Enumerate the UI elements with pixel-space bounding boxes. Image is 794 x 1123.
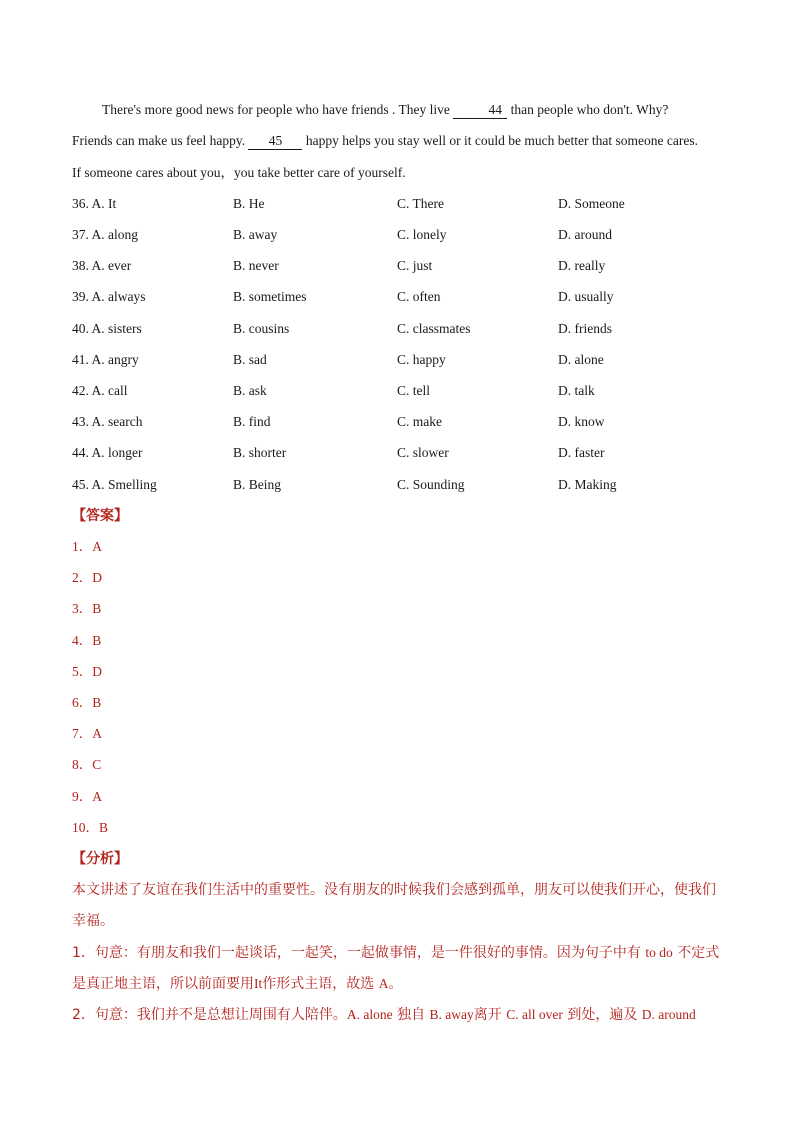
analysis-text: C. all over (506, 1007, 563, 1022)
option-a: 39. A. always (72, 289, 146, 304)
question-row (72, 443, 732, 463)
option-d: D. friends (558, 321, 612, 336)
passage-line-1 (72, 100, 732, 120)
option-b: B. cousins (233, 321, 290, 336)
option-a: 45. A. Smelling (72, 477, 157, 492)
option-d: D. alone (558, 352, 604, 367)
analysis-summary-line: 本文讲述了友谊在我们生活中的重要性。没有朋友的时候我们会感到孤单，朋友可以使我们开心，使我们 (72, 882, 716, 898)
option-a: 42. A. call (72, 383, 128, 398)
analysis-text: It (254, 976, 263, 991)
option-b: B. sometimes (233, 289, 307, 304)
option-c: C. slower (397, 445, 449, 460)
option-b: B. find (233, 414, 271, 429)
analysis-text: 1．句意：有朋友和我们一起谈话，一起笑，一起做事情，是一件很好的事情。因为句子中有 (72, 945, 641, 961)
option-d: D. really (558, 258, 606, 273)
analysis-item-1-line (72, 942, 732, 964)
option-b: B. He (233, 196, 265, 211)
analysis-text: 作形式主语，故选 (262, 976, 375, 992)
analysis-text: A. alone (346, 1007, 393, 1022)
option-d: D. around (558, 227, 612, 242)
option-c: C. classmates (397, 321, 471, 336)
option-c: C. There (397, 196, 444, 211)
option-b: B. shorter (233, 445, 287, 460)
option-c: C. just (397, 258, 433, 273)
analysis-text: 独自 (397, 1007, 426, 1023)
passage-text: There's more good news for people who have friends . They live (102, 102, 450, 117)
option-d: D. faster (558, 445, 605, 460)
question-row (72, 256, 732, 276)
question-row (72, 475, 732, 495)
option-a: 40. A. sisters (72, 321, 142, 336)
answer-item: 9．A (72, 789, 102, 804)
option-a: 43. A. search (72, 414, 143, 429)
question-row (72, 225, 732, 245)
analysis-text: B. away (429, 1007, 474, 1022)
option-c: C. make (397, 414, 442, 429)
option-c: C. Sounding (397, 477, 465, 492)
analysis-summary-line: 幸福。 (72, 913, 114, 929)
answer-item: 1．A (72, 539, 102, 554)
answer-item: 4．B (72, 633, 102, 648)
analysis-text: 是真正地主语，所以前面要用 (72, 976, 254, 992)
question-row (72, 381, 732, 401)
option-d: D. Someone (558, 196, 625, 211)
option-b: B. ask (233, 383, 267, 398)
answer-item: 3．B (72, 601, 102, 616)
answer-item: 7．A (72, 726, 102, 741)
option-b: B. sad (233, 352, 267, 367)
answer-item: 10．B (72, 820, 109, 835)
option-a: 36. A. It (72, 196, 117, 211)
question-row (72, 350, 732, 370)
blank-45: 45 (248, 133, 302, 150)
analysis-text: 到处，遍及 (567, 1007, 638, 1023)
option-d: D. Making (558, 477, 617, 492)
passage-text: happy helps you stay well or it could be much better that someone cares. (305, 133, 698, 148)
option-b: B. Being (233, 477, 282, 492)
option-a: 37. A. along (72, 227, 138, 242)
answer-item: 5．D (72, 664, 102, 679)
answer-heading: 【答案】 (72, 508, 128, 524)
option-a: 38. A. ever (72, 258, 132, 273)
blank-44: 44 (453, 102, 507, 119)
analysis-heading: 【分析】 (72, 851, 128, 867)
option-d: D. usually (558, 289, 614, 304)
passage-text: than people who don't. Why? (510, 102, 669, 117)
analysis-text: D. around (641, 1007, 696, 1022)
answer-item: 8．C (72, 757, 102, 772)
passage-line-3: If someone cares about you，you take better care of yourself. (72, 165, 406, 180)
passage-text: Friends can make us feel happy. (72, 133, 246, 148)
analysis-text: 2．句意：我们并不是总想让周围有人陪伴。 (72, 1007, 347, 1023)
option-a: 44. A. longer (72, 445, 143, 460)
question-row (72, 412, 732, 432)
analysis-item-1-line (72, 973, 732, 995)
option-b: B. never (233, 258, 279, 273)
passage-line-2 (72, 131, 732, 151)
analysis-text: to do (645, 945, 673, 960)
option-a: 41. A. angry (72, 352, 139, 367)
option-d: D. talk (558, 383, 595, 398)
analysis-text: 不定式 (677, 945, 720, 961)
option-c: C. tell (397, 383, 430, 398)
answer-item: 6．B (72, 695, 102, 710)
option-c: C. often (397, 289, 441, 304)
option-c: C. happy (397, 352, 446, 367)
analysis-text: A。 (378, 976, 402, 991)
question-row (72, 287, 732, 307)
question-row (72, 319, 732, 339)
option-b: B. away (233, 227, 278, 242)
option-d: D. know (558, 414, 605, 429)
analysis-item-2-line (72, 1004, 732, 1026)
analysis-text: 离开 (473, 1007, 502, 1023)
option-c: C. lonely (397, 227, 447, 242)
question-row (72, 194, 732, 214)
answer-item: 2．D (72, 570, 102, 585)
